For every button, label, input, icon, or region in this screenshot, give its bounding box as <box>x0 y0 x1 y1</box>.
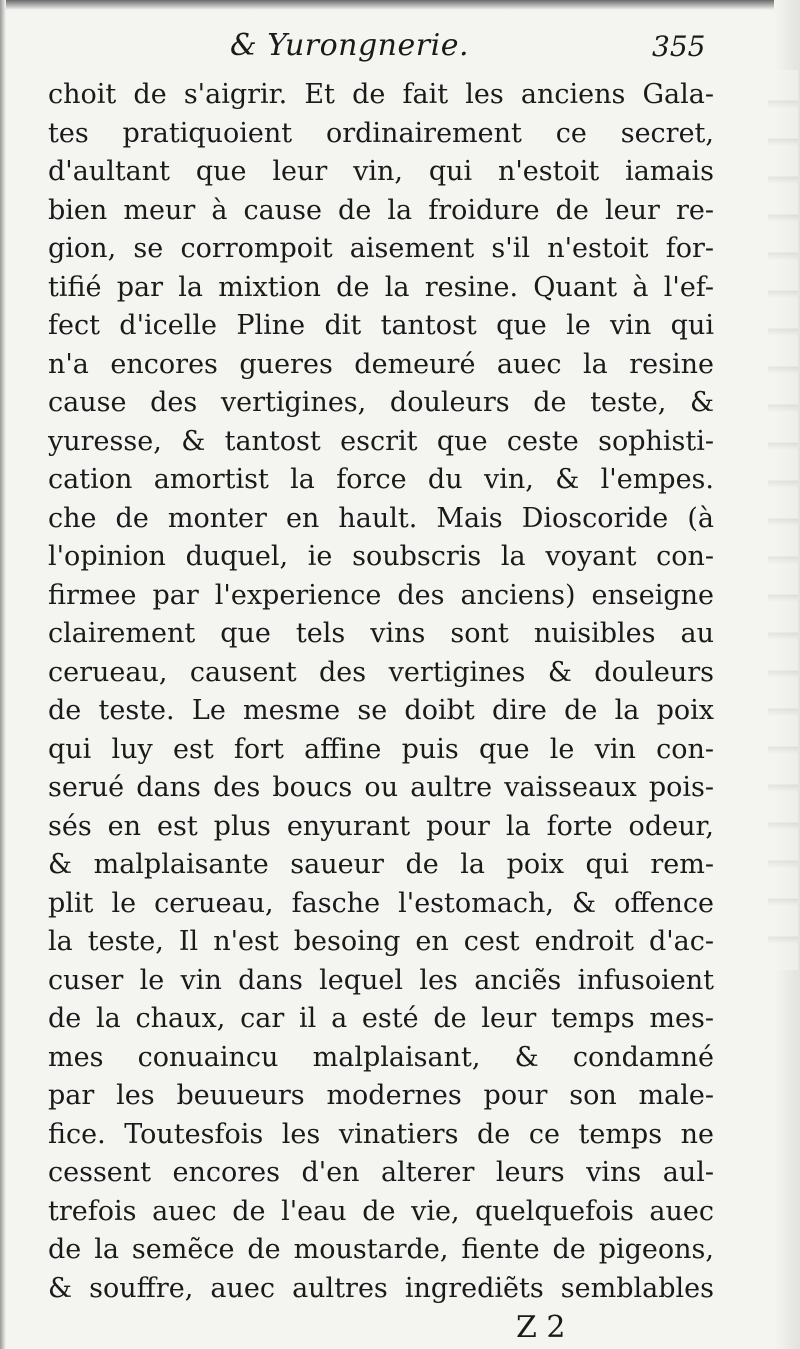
text-line: choit de s'aigrir. Et de fait les anciens Gala- <box>48 79 714 110</box>
text-line: tes pratiquoient ordinairement ce secret, <box>48 117 714 149</box>
text-line: che de monter en hault. Mais Dioscoride (à <box>48 502 714 534</box>
text-line: fect d'icelle Pline dit tantost que le vin qui <box>48 310 714 341</box>
body-text <box>48 76 714 1308</box>
text-line: trefois auec de l'eau de vie, quelquefois auec <box>48 1195 714 1227</box>
text-line: & malplaisante saueur de la poix qui rem- <box>48 849 714 880</box>
text-line: l'opinion duquel, ie soubscris la voyant con- <box>48 541 714 572</box>
text-line: clairement que tels vins sont nuisibles au <box>48 618 714 649</box>
text-line: plit le cerueau, fasche l'estomach, & offence <box>48 887 714 919</box>
text-line: de teste. Le mesme se doibt dire de la poix <box>48 695 714 726</box>
text-line: de la chaux, car il a esté de leur temps mes- <box>48 1003 714 1034</box>
text-line: cause des vertigines, douleurs de teste, & <box>48 387 714 418</box>
text-line: yuresse, & tantost escrit que ceste sophisti- <box>48 425 714 457</box>
show-through-margin <box>768 70 798 970</box>
scan-edge-left <box>0 0 6 1349</box>
text-line: qui luy est fort affine puis que le vin con- <box>48 733 714 765</box>
scan-edge-top <box>0 0 800 10</box>
text-line: tifié par la mixtion de la resine. Quant à l'ef- <box>48 271 714 303</box>
signature-mark: Z 2 <box>516 1310 566 1345</box>
text-line: cerueau, causent des vertigines & douleurs <box>48 656 714 688</box>
text-line: n'a encores gueres demeuré auec la resine <box>48 348 714 380</box>
text-line: sés en est plus enyurant pour la forte odeur, <box>48 810 714 842</box>
text-line: cessent encores d'en alterer leurs vins aul- <box>48 1157 714 1188</box>
text-line: cuser le vin dans lequel les anciẽs infusoient <box>48 964 714 996</box>
text-line: mes conuaincu malplaisant, & condamné <box>48 1041 714 1073</box>
page-number: 355 <box>652 30 706 63</box>
text-line: & souffre, auec aultres ingrediẽts semblables <box>48 1272 714 1304</box>
text-line: par les beuueurs modernes pour son male- <box>48 1080 714 1111</box>
text-line: d'aultant que leur vin, qui n'estoit iamais <box>48 156 714 187</box>
text-line: de la semẽce de moustarde, fiente de pigeons, <box>48 1234 714 1265</box>
text-line: firmee par l'experience des anciens) enseigne <box>48 579 714 611</box>
text-line: bien meur à cause de la froidure de leur re- <box>48 194 714 226</box>
text-line: cation amortist la force du vin, & l'empes. <box>48 464 714 495</box>
text-line: serué dans des boucs ou aultre vaisseaux pois- <box>48 772 714 803</box>
page-header <box>0 28 800 68</box>
running-head: & Yurongnerie. <box>230 28 469 63</box>
text-line: la teste, Il n'est besoing en cest endroit d'ac- <box>48 926 714 957</box>
text-line: fice. Toutesfois les vinatiers de ce temps ne <box>48 1118 714 1150</box>
text-line: gion, se corrompoit aisement s'il n'estoit for- <box>48 233 714 264</box>
